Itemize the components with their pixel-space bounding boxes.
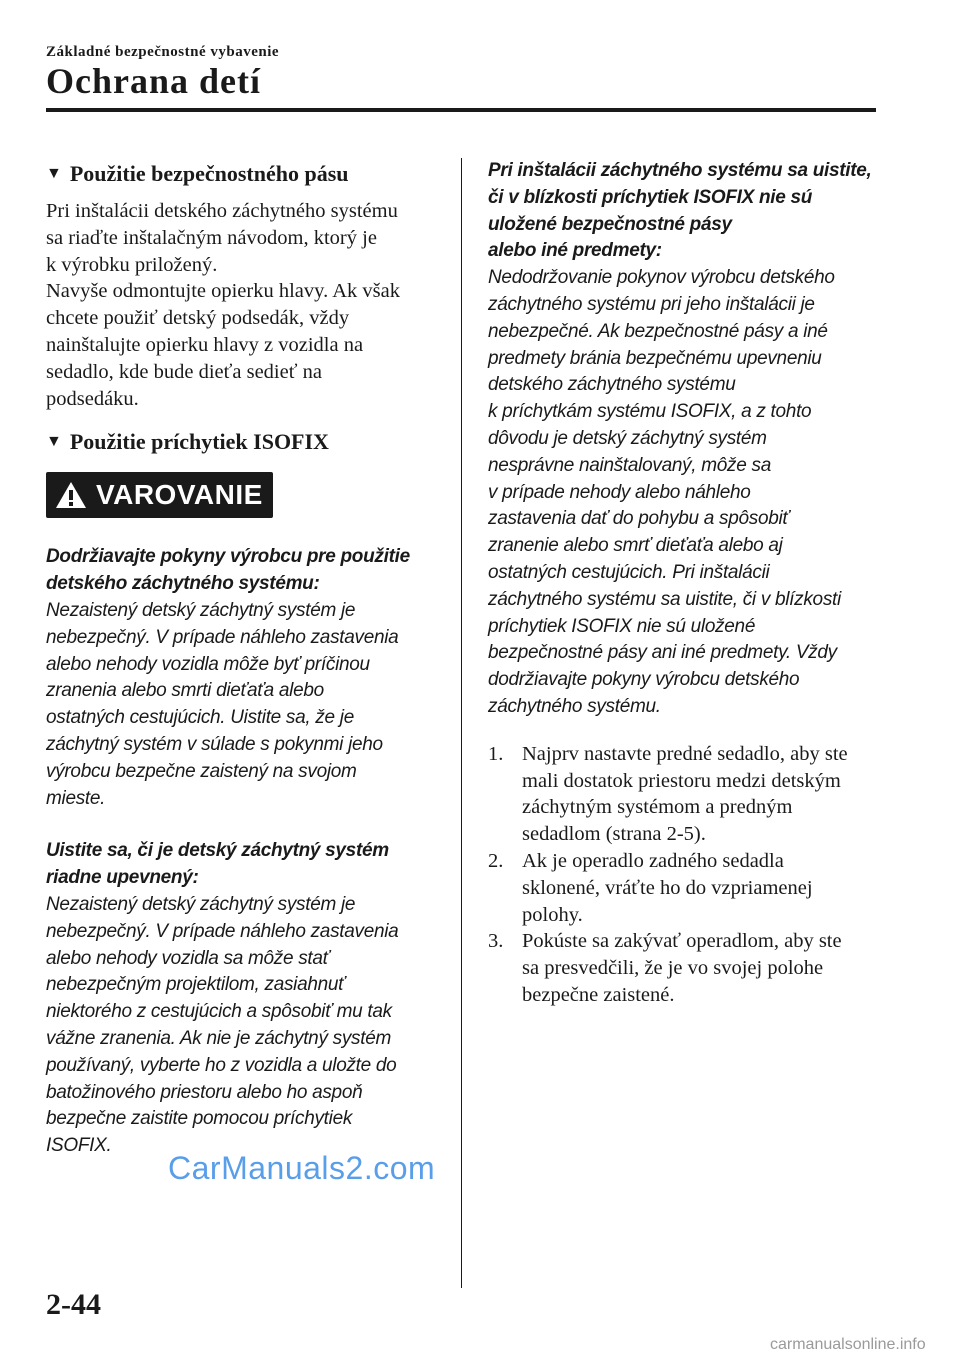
list-item xyxy=(488,741,888,848)
step-number: 3. xyxy=(488,930,504,953)
page-title: Ochrana detí xyxy=(46,61,261,101)
header-rule xyxy=(46,108,876,112)
section-heading-isofix xyxy=(46,426,446,458)
warning-text: Nedodržovanie pokynov výrobcu detského záchytného systému pri jeho inštalácii je nebezpečné. Ak bezpečnostné pásy a iné predmety bránia bezpečnému upevneniu detského záchytného systému k príchytkám systému ISOFIX, a z tohto dôvodu je detský záchytný systém nesprávne nainštalovaný, môže sa v prípade nehody alebo náhleho zastavenia dať do pohybu a spôsobiť zranenie alebo smrť dieťaťa alebo aj ostatných cestujúcich. Pri inštalácii záchytného systému sa uistite, či v blízkosti príchytiek ISOFIX nie sú uložené bezpečnostné pásy ani iné predmety. Vždy dodržiavajte pokyny výrobcu detského záchytného systému. xyxy=(488,267,841,717)
left-column xyxy=(46,158,446,1160)
warning-badge xyxy=(46,472,273,518)
section-body-seatbelt: Pri inštalácii detského záchytného systému sa riaďte inštalačným návodom, ktorý je k výrobku priložený. Navyše odmontujte opierku hlavy. Ak však chcete použiť detský podsedák, vždy nainštalujte opierku hlavy z vozidla na sedadlo, kde bude dieťa sedieť na podsedáku. xyxy=(46,200,400,410)
section-heading-text: Použitie bezpečnostného pásu xyxy=(69,161,349,186)
column-divider xyxy=(461,158,462,1288)
step-number: 2. xyxy=(488,849,504,872)
right-column xyxy=(488,158,888,1009)
warning-block-1 xyxy=(46,544,446,812)
section-heading-text: Použitie príchytiek ISOFIX xyxy=(69,429,329,455)
warning-title: Pri inštalácii záchytného systému sa uistite, či v blízkosti príchytiek ISOFIX nie sú uložené bezpečnostné pásy alebo iné predmety: xyxy=(488,160,872,262)
warning-triangle-icon xyxy=(54,480,88,510)
warning-text: Nezaistený detský záchytný systém je nebezpečný. V prípade náhleho zastavenia alebo nehody vozidla môže byť príčinou zranenia alebo smrti dieťaťa alebo ostatných cestujúcich. Uistite sa, že je záchytný systém v súlade s pokynmi jeho výrobcu bezpečne zaistený na svojom mieste. xyxy=(46,599,399,809)
section-heading-seatbelt xyxy=(46,158,446,190)
warning-text: Nezaistený detský záchytný systém je nebezpečný. V prípade náhleho zastavenia alebo nehody vozidla sa môže stať nebezpečným projektilom, zasiahnuť niektorého z cestujúcich a spôsobiť mu tak vážne zranenia. Ak nie je záchytný systém používaný, vyberte ho z vozidla a uložte do batožinového priestoru alebo ho aspoň bezpečne zaistite pomocou príchytiek ISOFIX. xyxy=(46,893,399,1157)
warning-block-3 xyxy=(488,158,888,721)
warning-title: Dodržiavajte pokyny výrobcu pre použitie detského záchytného systému: xyxy=(46,546,410,595)
footer-url: carmanualsonline.info xyxy=(770,1336,926,1353)
step-text: Ak je operadlo zadného sedadla sklonené, vráťte ho do vzpriamenej polohy. xyxy=(522,849,813,926)
triangle-down-icon: ▼ xyxy=(46,433,62,451)
list-item xyxy=(488,928,888,1008)
list-item xyxy=(488,848,888,928)
steps-list xyxy=(488,741,888,1009)
page-number: 2-44 xyxy=(46,1288,101,1321)
step-text: Pokúste sa zakývať operadlom, aby ste sa presvedčili, že je vo svojej polohe bezpečne zaistené. xyxy=(522,930,842,1006)
step-number: 1. xyxy=(488,742,504,765)
chapter-label: Základné bezpečnostné vybavenie xyxy=(46,44,280,60)
step-text: Najprv nastavte predné sedadlo, aby ste mali dostatok priestoru medzi detským záchytným systémom a predným sedadlom (strana 2-5). xyxy=(522,742,848,846)
watermark: CarManuals2.com xyxy=(168,1150,436,1186)
warning-title: Uistite sa, či je detský záchytný systém riadne upevnený: xyxy=(46,840,389,889)
warning-label: VAROVANIE xyxy=(96,479,263,511)
triangle-down-icon: ▼ xyxy=(46,165,62,182)
warning-block-2 xyxy=(46,838,446,1160)
